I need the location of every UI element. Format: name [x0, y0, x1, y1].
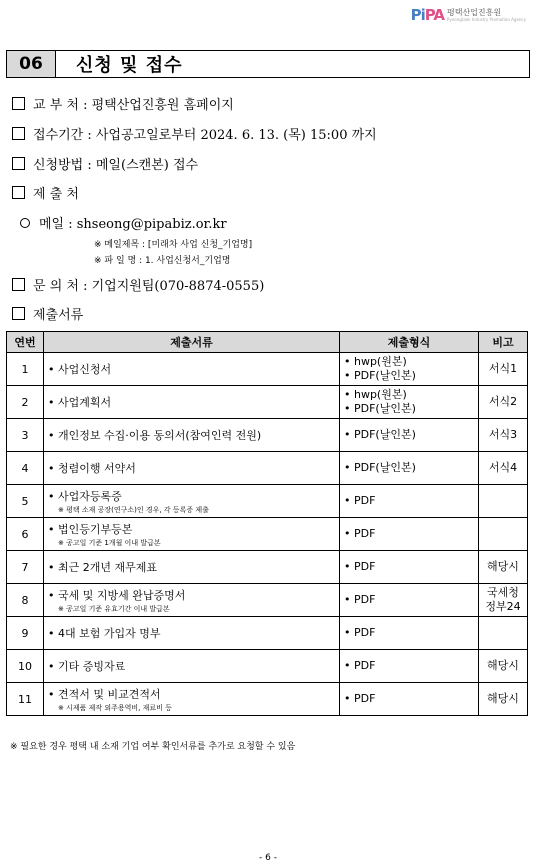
section-number: 06 — [7, 51, 56, 77]
doc-cell — [44, 617, 340, 650]
table-row — [7, 617, 528, 650]
table-row — [7, 452, 528, 485]
doc-name: • 국세 및 지방세 완납증명서 — [48, 588, 186, 602]
doc-name: • 4대 보험 가입자 명부 — [48, 627, 161, 640]
footnote: ※ 필요한 경우 평택 내 소재 기업 여부 확인서류를 추가로 요청할 수 있음 — [10, 742, 296, 752]
doc-cell — [44, 485, 340, 518]
remark-cell: 서식1 — [479, 353, 528, 386]
doc-name: • 사업계획서 — [48, 396, 112, 409]
doc-cell — [44, 353, 340, 386]
format-cell — [340, 617, 479, 650]
section-title: 신청 및 접수 — [76, 55, 183, 76]
doc-note: ※ 공고일 기준 유효기간 이내 발급본 — [58, 604, 170, 613]
item-email: 메일 : shseong@pipabiz.or.kr — [20, 213, 227, 232]
logo-mark: PiPA — [410, 6, 444, 24]
item-method: 신청방법 : 메일(스캔본) 접수 — [12, 154, 198, 173]
remark-cell: 서식3 — [479, 419, 528, 452]
header-doc: 제출서류 — [44, 332, 340, 353]
doc-cell — [44, 584, 340, 617]
doc-name: • 개인정보 수집·이용 동의서(참여인력 전원) — [48, 429, 262, 442]
item-period: 접수기간 : 사업공고일로부터 2024. 6. 13. (목) 15:00 까지 — [12, 124, 377, 143]
doc-cell — [44, 518, 340, 551]
checkbox-icon — [12, 186, 25, 199]
format-cell — [340, 386, 479, 419]
documents-table — [6, 331, 528, 716]
row-number: 11 — [7, 683, 44, 716]
row-number: 10 — [7, 650, 44, 683]
format-cell — [340, 650, 479, 683]
format-item: • hwp(원본) — [344, 388, 407, 401]
table-row — [7, 551, 528, 584]
doc-cell — [44, 650, 340, 683]
remark-cell — [479, 617, 528, 650]
circle-bullet-icon — [20, 218, 30, 228]
item-submit-to: 교 부 처 : 평택산업진흥원 홈페이지 — [12, 94, 234, 113]
table-row — [7, 518, 528, 551]
remark-cell: 서식2 — [479, 386, 528, 419]
table-row — [7, 485, 528, 518]
doc-name: • 최근 2개년 재무제표 — [48, 561, 157, 574]
format-item: • hwp(원본) — [344, 355, 407, 368]
format-item: • PDF — [344, 560, 376, 573]
doc-name: • 기타 증빙자료 — [48, 660, 126, 673]
remark-cell: 국세청 정부24 — [479, 584, 528, 617]
doc-cell — [44, 683, 340, 716]
table-row — [7, 584, 528, 617]
item-docs-title: 제출서류 — [12, 304, 83, 323]
format-item: • PDF — [344, 626, 376, 639]
table-header-row — [7, 332, 528, 353]
header-remark: 비고 — [479, 332, 528, 353]
format-cell — [340, 683, 479, 716]
header-no: 연번 — [7, 332, 44, 353]
item-inquiry: 문 의 처 : 기업지원팀(070-8874-0555) — [12, 275, 264, 294]
doc-cell — [44, 419, 340, 452]
row-number: 2 — [7, 386, 44, 419]
doc-cell — [44, 386, 340, 419]
format-cell — [340, 518, 479, 551]
row-number: 4 — [7, 452, 44, 485]
doc-note: ※ 평택 소재 공장(연구소)인 경우, 각 등록증 제출 — [58, 505, 209, 514]
email-subject-note: ※ 메일제목 : [미래차 사업 신청_기업명] — [94, 240, 253, 250]
row-number: 7 — [7, 551, 44, 584]
format-cell — [340, 551, 479, 584]
doc-name: • 사업신청서 — [48, 363, 112, 376]
table-row — [7, 419, 528, 452]
format-item: • PDF — [344, 593, 376, 606]
logo-text: 평택산업진흥원 — [446, 8, 502, 17]
remark-cell: 해당시 — [479, 551, 528, 584]
remark-cell — [479, 518, 528, 551]
header-format: 제출형식 — [340, 332, 479, 353]
section-header — [6, 50, 530, 78]
format-cell — [340, 419, 479, 452]
row-number: 8 — [7, 584, 44, 617]
format-item: • PDF — [344, 692, 376, 705]
table-row — [7, 650, 528, 683]
row-number: 3 — [7, 419, 44, 452]
remark-cell: 서식4 — [479, 452, 528, 485]
table-row — [7, 683, 528, 716]
logo — [411, 6, 526, 24]
checkbox-icon — [12, 278, 25, 291]
doc-note: ※ 시제품 제작 외주용역비, 재료비 등 — [58, 703, 172, 712]
doc-name: • 사업자등록증 — [48, 489, 122, 503]
remark-cell: 해당시 — [479, 683, 528, 716]
doc-name: • 법인등기부등본 — [48, 522, 133, 536]
logo-sub: Pyeongtaek Industry Promotion Agency — [446, 17, 526, 22]
row-number: 1 — [7, 353, 44, 386]
file-name-note: ※ 파 일 명 : 1. 사업신청서_기업명 — [94, 256, 231, 266]
format-item: • PDF(날인본) — [344, 369, 416, 382]
format-item: • PDF(날인본) — [344, 461, 416, 474]
page-number: - 6 - — [259, 853, 277, 863]
checkbox-icon — [12, 97, 25, 110]
checkbox-icon — [12, 127, 25, 140]
format-item: • PDF(날인본) — [344, 428, 416, 441]
checkbox-icon — [12, 157, 25, 170]
remark-cell: 해당시 — [479, 650, 528, 683]
row-number: 9 — [7, 617, 44, 650]
format-cell — [340, 485, 479, 518]
remark-cell — [479, 485, 528, 518]
doc-name: • 청렴이행 서약서 — [48, 462, 136, 475]
doc-cell — [44, 551, 340, 584]
doc-cell — [44, 452, 340, 485]
row-number: 6 — [7, 518, 44, 551]
table-row — [7, 386, 528, 419]
format-cell — [340, 452, 479, 485]
format-item: • PDF — [344, 494, 376, 507]
format-item: • PDF — [344, 527, 376, 540]
format-cell — [340, 353, 479, 386]
doc-note: ※ 공고일 기준 1개월 이내 발급본 — [58, 538, 161, 547]
format-item: • PDF(날인본) — [344, 402, 416, 415]
format-item: • PDF — [344, 659, 376, 672]
checkbox-icon — [12, 307, 25, 320]
format-cell — [340, 584, 479, 617]
table-row — [7, 353, 528, 386]
item-submit-place: 제 출 처 — [12, 183, 79, 202]
doc-name: • 견적서 및 비교견적서 — [48, 687, 161, 701]
row-number: 5 — [7, 485, 44, 518]
